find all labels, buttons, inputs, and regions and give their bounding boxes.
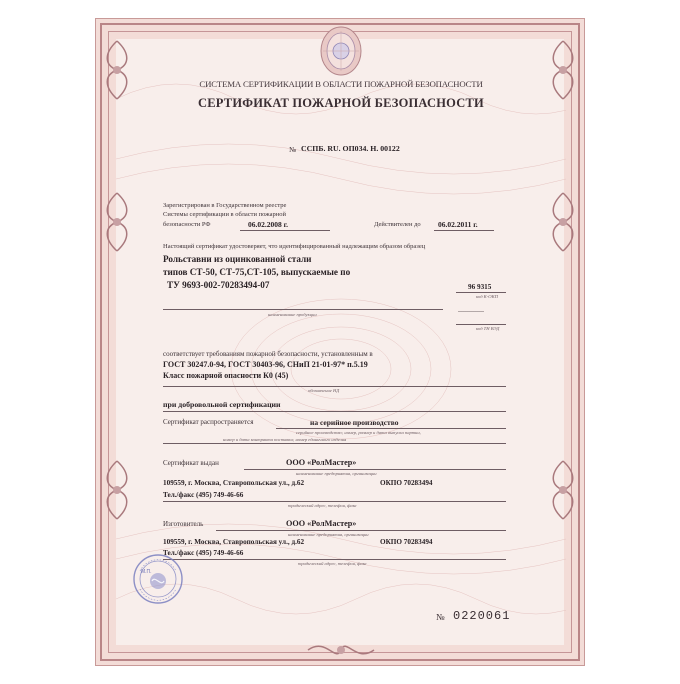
intro-text: Настоящий сертификат удостоверяет, что идентифицированный надлежащим образом образец	[163, 243, 426, 250]
emblem-icon	[318, 25, 364, 81]
registration-line-3: безопасности РФ	[163, 221, 211, 228]
serial-label: №	[436, 612, 445, 622]
ornament-left-top-icon	[100, 39, 134, 101]
ornament-right-bottom-icon	[546, 459, 580, 521]
ornament-left-mid-icon	[100, 191, 134, 253]
system-line: СИСТЕМА СЕРТИФИКАЦИИ В ОБЛАСТИ ПОЖАРНОЙ БЕЗОПАСНОСТИ	[199, 79, 483, 89]
product-line-3: ТУ 9693-002-70283494-07	[167, 280, 270, 290]
product-line-2: типов СТ-50, СТ-75,СТ-105, выпускаемые по	[163, 267, 351, 277]
issued-to-okpo: ОКПО 70283494	[380, 479, 433, 487]
registration-date: 06.02.2008 г.	[248, 220, 289, 229]
okp-caption: код К-ОКП	[476, 294, 498, 299]
manufacturer-name-caption: наименование предприятия, организации	[288, 532, 369, 537]
scope-caption-1: серийное производство; номер, размер и дата выпуска партии,	[296, 430, 421, 435]
issued-to-name-caption: наименование предприятия, организации	[296, 471, 377, 476]
manufacturer-address-caption: юридический адрес, телефон, факс	[298, 561, 367, 566]
manufacturer-okpo: ОКПО 70283494	[380, 538, 433, 546]
serial-number: 0220061	[453, 609, 511, 623]
number-label: №	[289, 145, 297, 154]
fire-hazard-class: Класс пожарной опасности К0 (45)	[163, 371, 289, 380]
issued-to-name: ООО «РолМастер»	[286, 458, 357, 467]
ornament-bottom-center-icon	[306, 637, 376, 663]
scope-value: на серийное производство	[310, 418, 399, 427]
registration-line-1: Зарегистрирован в Государственном реестре	[163, 202, 287, 209]
valid-date: 06.02.2011 г.	[438, 220, 478, 229]
okp-code: 96 9315	[468, 283, 492, 291]
registration-line-2: Системы сертификации в области пожарной	[163, 211, 287, 218]
manufacturer-phone: Тел./факс (495) 749-46-66	[163, 549, 244, 557]
ornament-right-mid-icon	[546, 191, 580, 253]
page-title: СЕРТИФИКАТ ПОЖАРНОЙ БЕЗОПАСНОСТИ	[198, 96, 484, 110]
manufacturer-label: Изготовитель	[163, 520, 204, 528]
ornament-left-bottom-icon	[100, 459, 134, 521]
tnved-caption: код ТН ВЭД	[476, 326, 500, 331]
ornament-right-top-icon	[546, 39, 580, 101]
certification-type: при добровольной сертификации	[163, 400, 281, 409]
compliance-intro: соответствует требованиям пожарной безопасности, установленным в	[163, 350, 373, 358]
manufacturer-address: 109559, г. Москва, Ставропольская ул., д.62	[163, 538, 305, 546]
scope-label: Сертификат распространяется	[163, 418, 254, 426]
tnved-code: -------------	[458, 309, 484, 315]
compliance-standards: ГОСТ 30247.0-94, ГОСТ 30403-96, СНиП 21-01-97* п.5.19	[163, 360, 368, 369]
product-name-caption: наименование продукции	[268, 312, 317, 317]
issued-to-address: 109559, г. Москва, Ставропольская ул., д.62	[163, 479, 305, 487]
product-line-1: Рольставни из оцинкованной стали	[163, 254, 312, 264]
scope-caption-2: номер и дата контракта поставки; номер единичного изделия	[223, 437, 347, 442]
valid-label: Действителен до	[374, 221, 421, 228]
issued-to-address-caption: юридический адрес, телефон, факс	[288, 503, 357, 508]
seal-stamp-icon	[132, 553, 184, 605]
certificate-number: ССПБ. RU. ОП034. Н. 00122	[301, 144, 400, 153]
issued-to-phone: Тел./факс (495) 749-46-66	[163, 491, 244, 499]
issued-to-label: Сертификат выдан	[163, 459, 219, 467]
compliance-caption: обозначение НД	[308, 388, 340, 393]
stamp-mp-text: М.П.	[141, 569, 152, 575]
manufacturer-name: ООО «РолМастер»	[286, 519, 357, 528]
